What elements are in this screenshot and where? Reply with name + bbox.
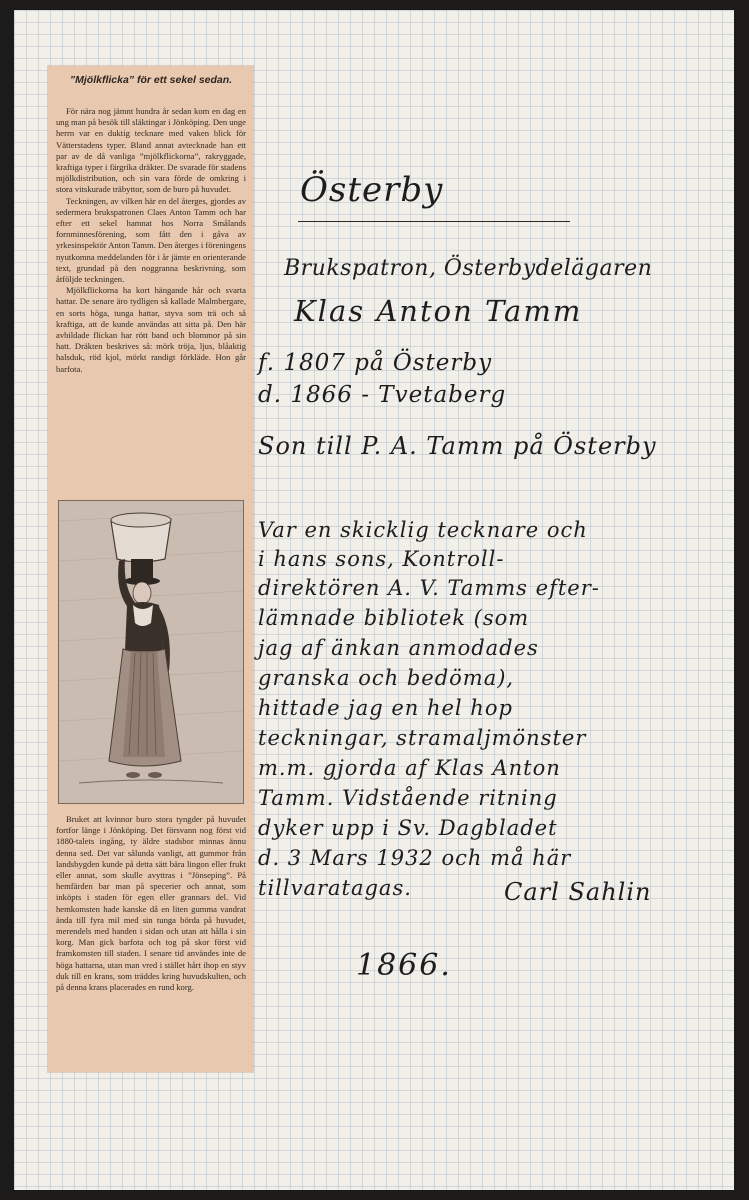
body-line: m.m. gjorda af Klas Anton <box>258 756 561 780</box>
clipping-paragraph: Bruket att kvinnor buro stora tyngder på huvudet fortfor länge i Jönköping. Det försvann nog först vid 1880-talets ingång, ty äldre stadsbor minnas ännu denna sed. Det var sålunda vanligt, att gummor från landsbygden kunde på detta sätt bära lingon eller frukt eller annat, som skulle avyttras i ”Jönseping”. På hemfärden bar man på specerier och annat, som inköpts i staden för egen eller grannars del. Vid hemkomsten hade kanske då en liten gumma vandrat ända till fyra mil med sin tunga börda på huvudet, merendels med handen i sidan och utan att hålla i sin korg. Man gick barfota och tog på skor först vid framkomsten till staden. I senare tid användes inte de höga hattarna, utan man vred i stället hårt ihop en styv duk till en krans, som träddes kring huvudskulten, och på denna krans placerades en rund korg. <box>56 814 246 993</box>
body-line: dyker upp i Sv. Dagbladet <box>258 816 558 840</box>
clipping-paragraph: Mjölkflickorna ha kort hängande hår och svarta hattar. De senare äro tydligen så kallade Malmbergare, en sorts höga, tunga hattar, styva som trä och så kraftiga, att de kunde användas att sitta på. Den här avbildade flickan har rött band och blommor på sin hatt. Dräkten beskrives så: mörk tröja, ljus, blåaktig halsduk, röd kjol, mörkt randigt förkläde. Hon går barfota. <box>56 285 246 374</box>
body-line: d. 3 Mars 1932 och må här <box>258 846 572 870</box>
clipping-text-bottom <box>56 814 246 993</box>
clipping-title: ”Mjölkflicka” för ett sekel sedan. <box>69 74 233 86</box>
body-line: direktören A. V. Tamms efter- <box>258 576 600 600</box>
name-line: Klas Anton Tamm <box>294 294 583 328</box>
body-line: i hans sons, Kontroll- <box>258 547 505 571</box>
title-line: Brukspatron, Österbydelägaren <box>284 256 653 281</box>
body-line: jag af änkan anmodades <box>258 636 539 660</box>
born-line: f. 1807 på Österby <box>258 350 493 376</box>
paper-sheet <box>14 10 734 1190</box>
body-line: Tamm. Vidstående ritning <box>258 786 558 810</box>
newspaper-clipping <box>48 66 253 1072</box>
body-line: teckningar, stramaljmönster <box>258 726 587 750</box>
milkmaid-illustration <box>58 500 244 804</box>
body-line: lämnade bibliotek (som <box>258 606 530 630</box>
clipping-paragraph: Teckningen, av vilken här en del återges, gjordes av sedermera brukspatronen Claes Anton Tamm och har efter ett sekel hamnat hos Norra Smålands fornminnesförening, som fått den i gåva av yrkesinspektör Anton Tamm. Den återges i föreningens nyutkomna meddelanden för i år jämte en orienterande text, grundad på den noggranna beskrivning, som åtföljde teckningen. <box>56 195 246 285</box>
body-line: Var en skicklig tecknare och <box>258 518 588 542</box>
body-line: hittade jag en hel hop <box>258 696 513 720</box>
year-note: 1866. <box>356 948 452 983</box>
clipping-text-top <box>56 106 246 375</box>
heading-place: Österby <box>300 170 444 210</box>
heading-underline <box>298 221 570 222</box>
clipping-paragraph: För nära nog jämnt hundra år sedan kom en dag en ung man på besök till släktingar i Jönköping. Den unge herrn var en duktig tecknare med vaken blick för Vätterstadens typer. Bland annat avtecknade han ett par av de då vanliga ”mjölkflickorna”, rakryggade, kraftiga typer i färgrika dräkter. De svarade för stadens mjölkdistribution, och sin vara förde de omkring i stora vitskurade träbyttor, som de buro på huvudet. <box>56 106 246 195</box>
body-line: tillvaratagas. <box>258 876 412 900</box>
body-line: granska och bedöma), <box>258 666 515 690</box>
signature: Carl Sahlin <box>504 878 652 906</box>
son-line: Son till P. A. Tamm på Österby <box>258 432 657 460</box>
died-line: d. 1866 - Tvetaberg <box>258 382 507 408</box>
